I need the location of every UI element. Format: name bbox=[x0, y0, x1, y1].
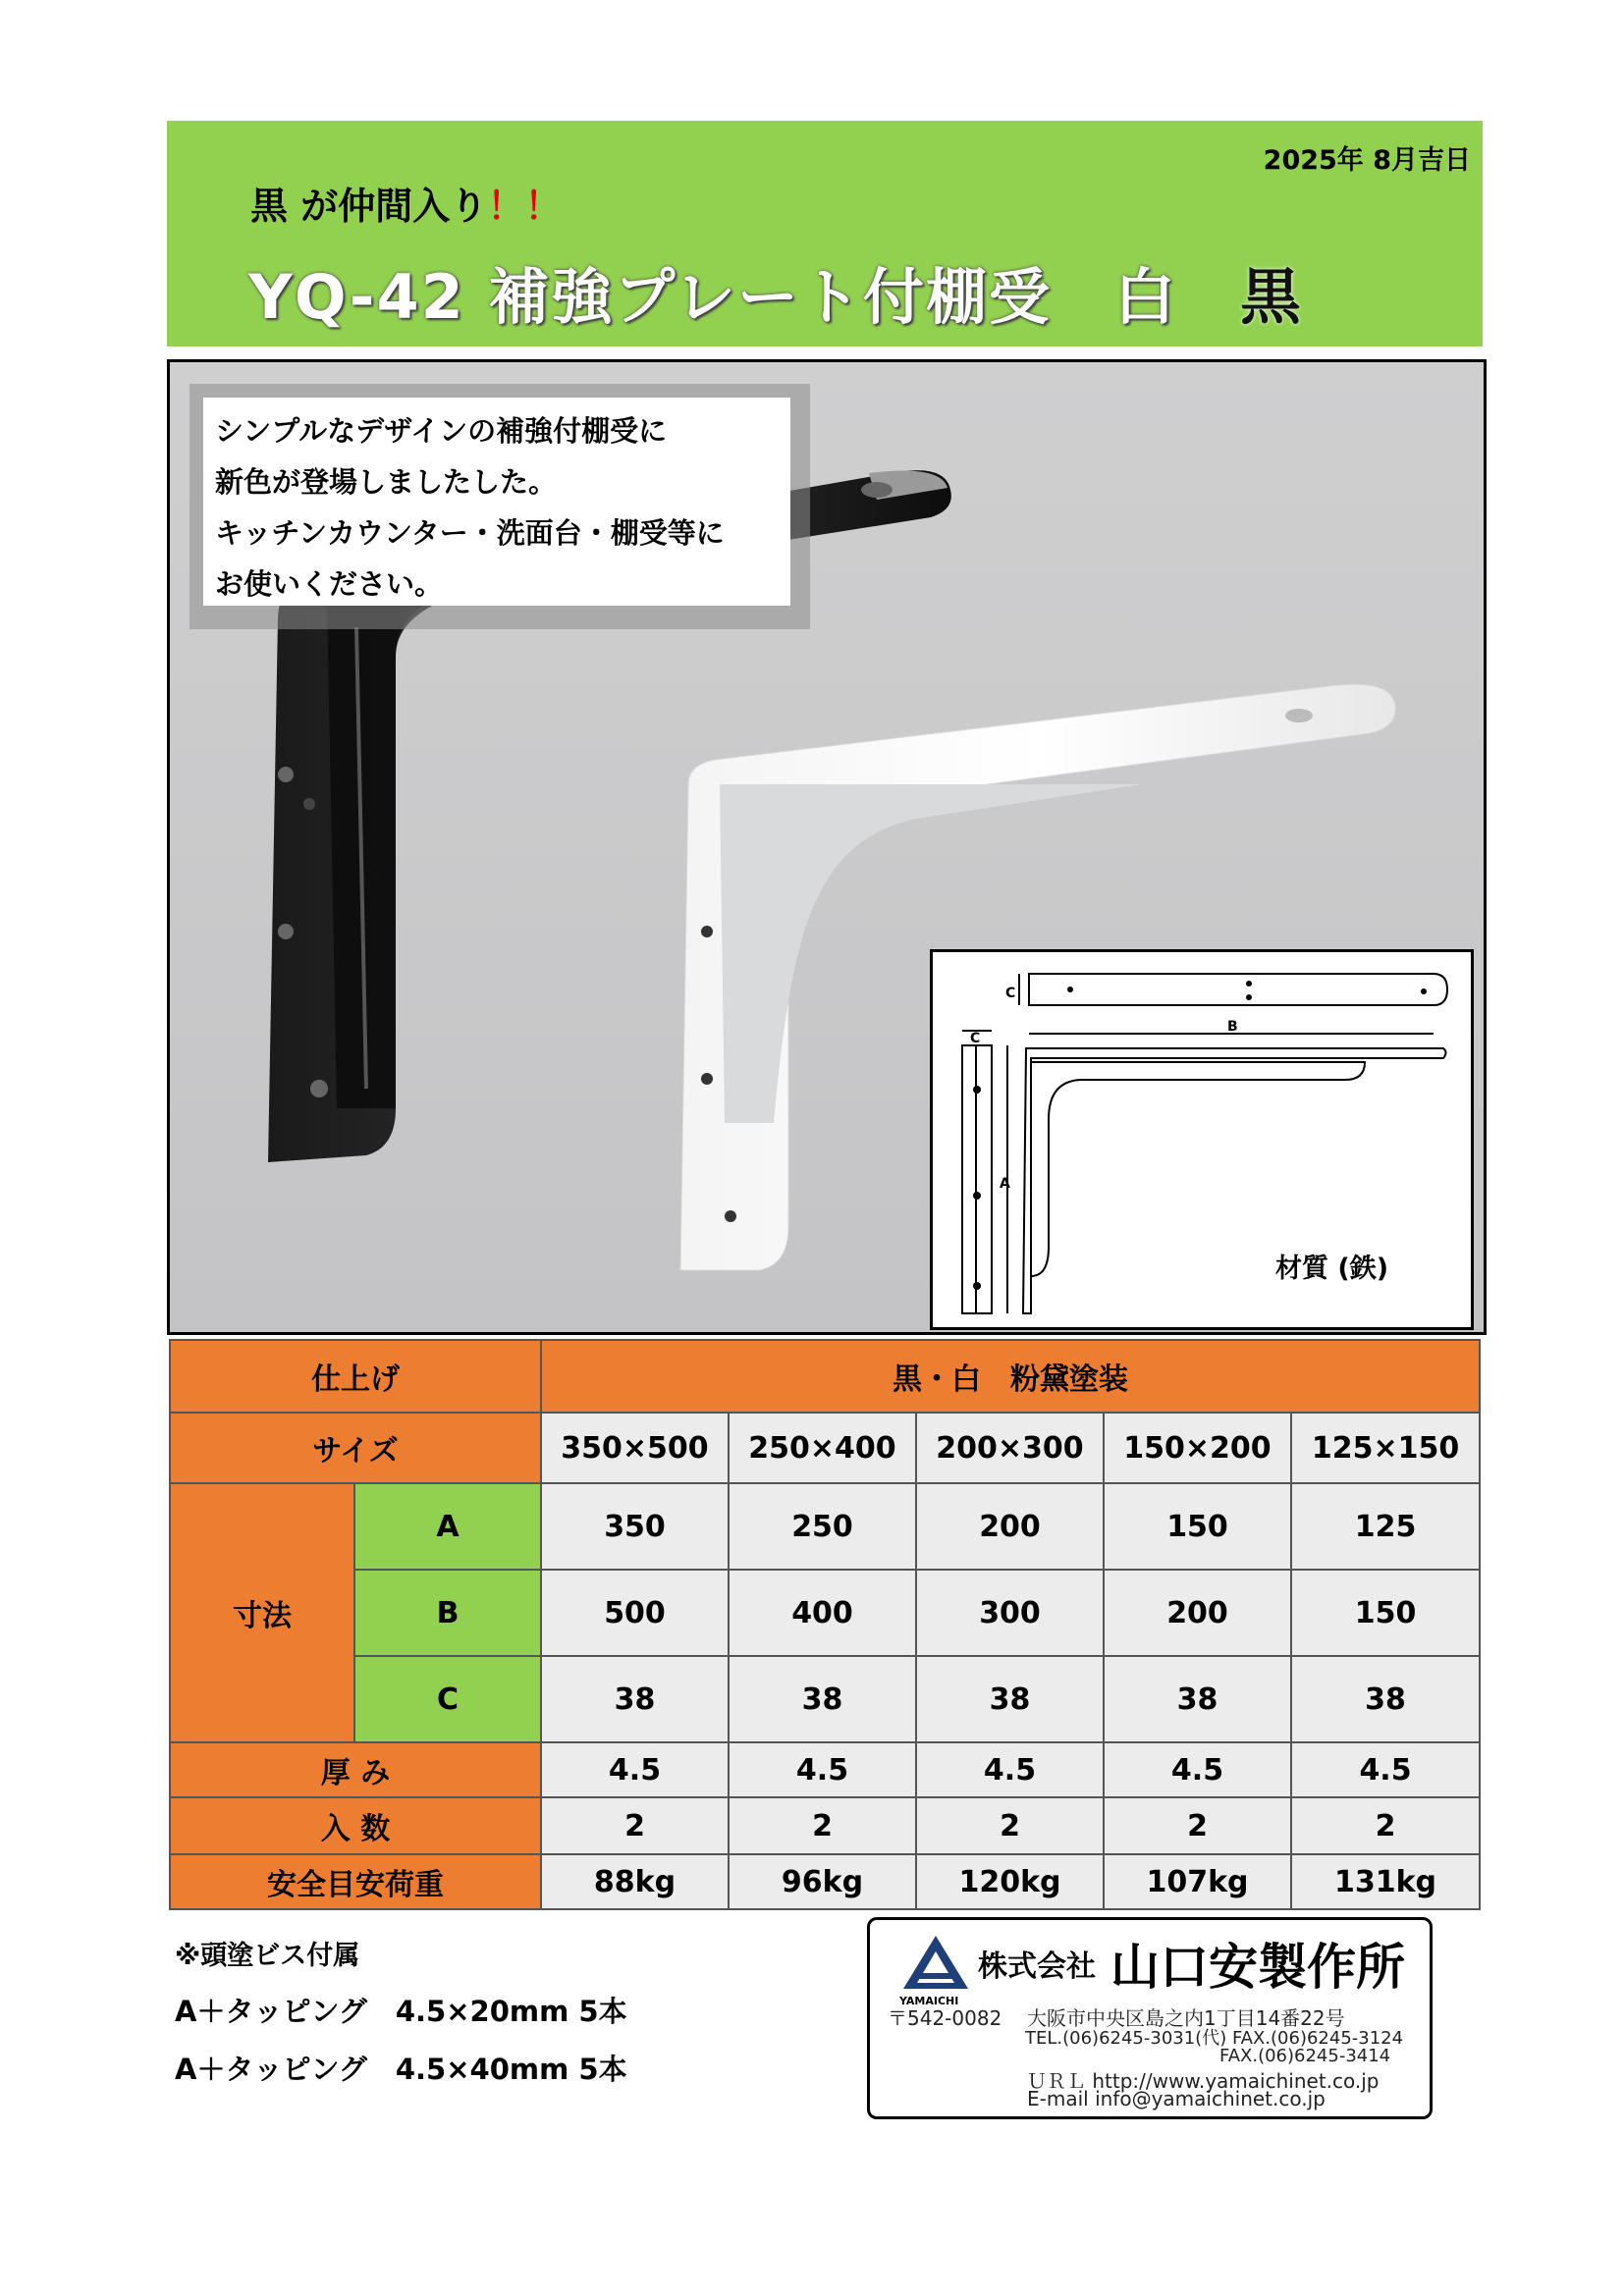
count-cell: 2 bbox=[1291, 1797, 1480, 1854]
company-email[interactable]: E-mail info@yamaichinet.co.jp bbox=[1027, 2087, 1326, 2110]
thickness-cell: 4.5 bbox=[541, 1742, 729, 1797]
c-cell: 38 bbox=[729, 1656, 916, 1742]
dimension-drawing bbox=[933, 952, 1471, 1327]
note-screw-20mm: A＋タッピング 4.5×20mm 5本 bbox=[175, 1995, 627, 2028]
note-screw-40mm: A＋タッピング 4.5×40mm 5本 bbox=[175, 2053, 627, 2086]
fax-2: FAX.(06)6245-3414 bbox=[1219, 2046, 1391, 2066]
row-dim-b bbox=[170, 1570, 1480, 1656]
company-info-box bbox=[867, 1917, 1433, 2119]
c-cell: 38 bbox=[916, 1656, 1104, 1742]
size-cell: 125×150 bbox=[1291, 1413, 1480, 1483]
label-c-top: C bbox=[1005, 986, 1016, 1001]
product-title-main: YQ-42 補強プレート付棚受 白 bbox=[248, 261, 1177, 333]
load-cell: 88kg bbox=[541, 1854, 729, 1909]
size-cell: 350×500 bbox=[541, 1413, 729, 1483]
b-cell: 300 bbox=[916, 1570, 1104, 1656]
load-cell: 131kg bbox=[1291, 1854, 1480, 1909]
count-cell: 2 bbox=[1104, 1797, 1291, 1854]
b-cell: 500 bbox=[541, 1570, 729, 1656]
a-cell: 200 bbox=[916, 1483, 1104, 1570]
load-cell: 120kg bbox=[916, 1854, 1104, 1909]
yamaichi-logo-icon bbox=[901, 1934, 970, 1993]
b-cell: 400 bbox=[729, 1570, 916, 1656]
thickness-cell: 4.5 bbox=[916, 1742, 1104, 1797]
b-cell: 200 bbox=[1104, 1570, 1291, 1656]
thickness-cell: 4.5 bbox=[729, 1742, 916, 1797]
count-cell: 2 bbox=[541, 1797, 729, 1854]
product-title bbox=[248, 248, 1303, 336]
label-a: A bbox=[1000, 1176, 1010, 1192]
issue-date: 2025年 8月吉日 bbox=[1263, 145, 1471, 176]
label-c-side: C bbox=[970, 1031, 981, 1046]
row-dim-a bbox=[170, 1483, 1480, 1570]
accessory-notes bbox=[175, 1934, 627, 2106]
c-label: C bbox=[354, 1656, 541, 1742]
label-b: B bbox=[1227, 1019, 1238, 1035]
a-cell: 150 bbox=[1104, 1483, 1291, 1570]
row-finish bbox=[170, 1340, 1480, 1413]
product-title-black: 黒 bbox=[1239, 261, 1303, 333]
row-thickness bbox=[170, 1742, 1480, 1797]
load-cell: 107kg bbox=[1104, 1854, 1291, 1909]
row-count bbox=[170, 1797, 1480, 1854]
size-cell: 150×200 bbox=[1104, 1413, 1291, 1483]
material-label: 材質 (鉄) bbox=[1275, 1254, 1389, 1284]
count-cell: 2 bbox=[916, 1797, 1104, 1854]
description-line-3: キッチンカウンター・洗面台・棚受等に bbox=[215, 516, 725, 550]
size-label: サイズ bbox=[170, 1413, 541, 1483]
c-cell: 38 bbox=[541, 1656, 729, 1742]
a-cell: 125 bbox=[1291, 1483, 1480, 1570]
thickness-cell: 4.5 bbox=[1291, 1742, 1480, 1797]
tel-fax: TEL.(06)6245-3031(代) FAX.(06)6245-3124 bbox=[1025, 2028, 1404, 2049]
a-label: A bbox=[354, 1483, 541, 1570]
logo-text: YAMAICHI bbox=[899, 1995, 959, 2007]
description-callout bbox=[203, 398, 790, 606]
a-cell: 350 bbox=[541, 1483, 729, 1570]
header-banner bbox=[167, 121, 1483, 347]
address: 大阪市中央区島之内1丁目14番22号 bbox=[1027, 2006, 1345, 2030]
size-cell: 200×300 bbox=[916, 1413, 1104, 1483]
description-line-1: シンプルなデザインの補強付棚受に bbox=[215, 414, 668, 448]
subtitle-main: 黒 が仲間入り bbox=[250, 185, 488, 228]
thickness-cell: 4.5 bbox=[1104, 1742, 1291, 1797]
company-type: 株式会社 bbox=[978, 1949, 1096, 1984]
row-size bbox=[170, 1413, 1480, 1483]
subtitle-exclamation: ！！ bbox=[487, 185, 563, 228]
dimension-label: 寸法 bbox=[170, 1483, 354, 1742]
load-label: 安全目安荷重 bbox=[170, 1854, 541, 1909]
description-line-4: お使いください。 bbox=[215, 567, 444, 601]
b-label: B bbox=[354, 1570, 541, 1656]
c-cell: 38 bbox=[1291, 1656, 1480, 1742]
product-photo-panel bbox=[167, 359, 1487, 1335]
description-line-2: 新色が登場しましたした。 bbox=[215, 465, 558, 499]
note-screws: ※頭塗ビス付属 bbox=[175, 1941, 360, 1971]
row-dim-c bbox=[170, 1656, 1480, 1742]
dimension-diagram bbox=[930, 949, 1474, 1330]
subtitle bbox=[250, 176, 562, 230]
c-cell: 38 bbox=[1104, 1656, 1291, 1742]
company-name: 山口安製作所 bbox=[1110, 1939, 1405, 1996]
size-cell: 250×400 bbox=[729, 1413, 916, 1483]
thickness-label: 厚 み bbox=[170, 1742, 541, 1797]
row-load bbox=[170, 1854, 1480, 1909]
company-url[interactable]: ＵＲＬ http://www.yamaichinet.co.jp bbox=[1027, 2069, 1380, 2093]
count-label: 入 数 bbox=[170, 1797, 541, 1854]
spec-table bbox=[169, 1339, 1481, 1910]
load-cell: 96kg bbox=[729, 1854, 916, 1909]
finish-value: 黒・白 粉黛塗装 bbox=[541, 1340, 1480, 1413]
finish-label: 仕上げ bbox=[170, 1340, 541, 1413]
postal-code: 〒542-0082 bbox=[888, 2006, 1002, 2030]
a-cell: 250 bbox=[729, 1483, 916, 1570]
b-cell: 150 bbox=[1291, 1570, 1480, 1656]
count-cell: 2 bbox=[729, 1797, 916, 1854]
